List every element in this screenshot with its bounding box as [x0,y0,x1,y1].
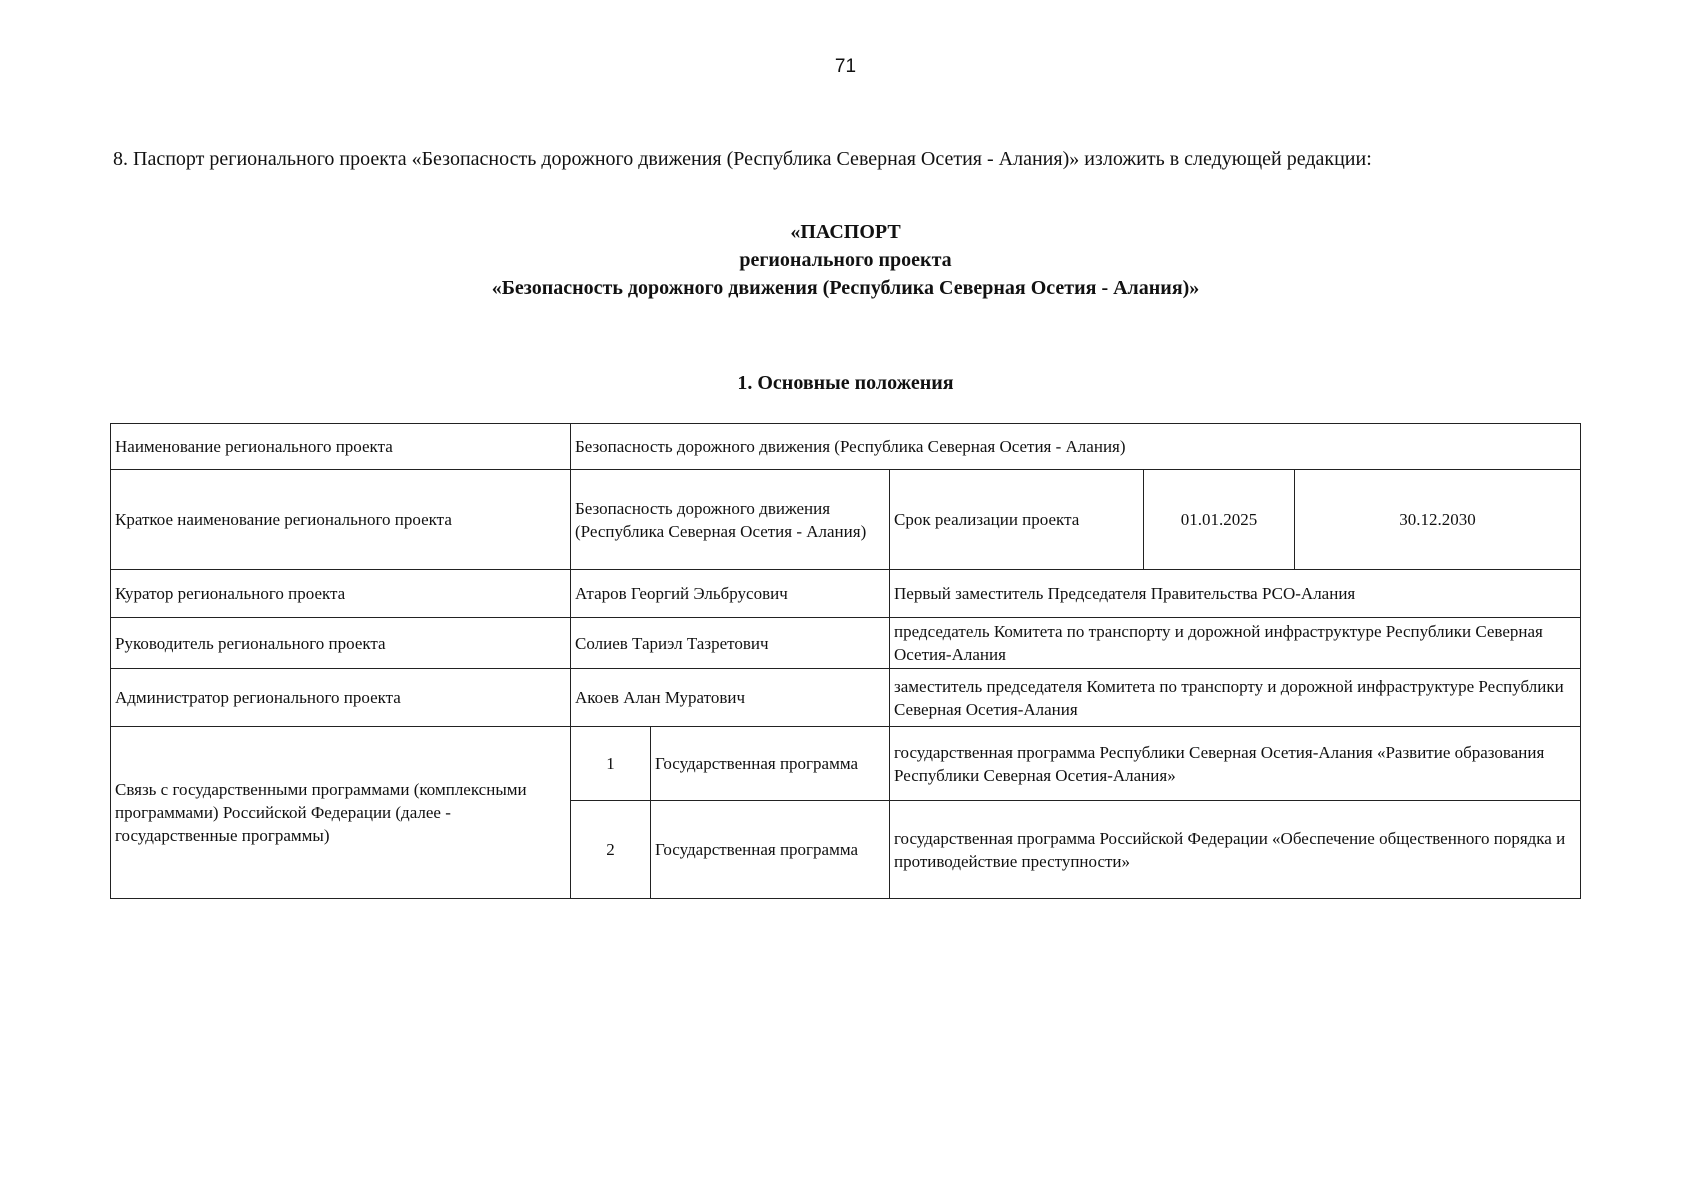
table-row [111,424,1581,470]
curator-name: Атаров Георгий Эльбрусович [571,570,890,618]
table-row [111,470,1581,570]
passport-title [0,218,1691,302]
head-name: Солиев Тариэл Тазретович [571,618,890,669]
program-1-type: Государственная программа [651,727,890,801]
page-number: 71 [834,56,857,77]
programs-label: Связь с государственными программами (комплексными программами) Российской Федерации (далее - государственные программы) [111,727,571,899]
curator-label: Куратор регионального проекта [111,570,571,618]
passport-title-line-3: «Безопасность дорожного движения (Республика Северная Осетия - Алания)» [491,277,1200,299]
program-1-name: государственная программа Республики Северная Осетия-Алания «Развитие образования Республики Северная Осетия-Алания» [890,727,1581,801]
section-title: 1. Основные положения [737,372,954,394]
administrator-label: Администратор регионального проекта [111,669,571,727]
program-2-name: государственная программа Российской Федерации «Обеспечение общественного порядка и противодействие преступности» [890,801,1581,899]
administrator-name: Акоев Алан Муратович [571,669,890,727]
curator-position: Первый заместитель Председателя Правительства РСО-Алания [890,570,1581,618]
table-row [111,669,1581,727]
project-name-label: Наименование регионального проекта [111,424,571,470]
table-row [111,618,1581,669]
head-position: председатель Комитета по транспорту и дорожной инфраструктуре Республики Северная Осетия-Алания [890,618,1581,669]
passport-table [110,423,1581,899]
passport-title-line-2: регионального проекта [739,249,952,271]
program-1-number: 1 [571,727,651,801]
program-2-number: 2 [571,801,651,899]
short-name-label: Краткое наименование регионального проекта [111,470,571,570]
table-row [111,727,1581,801]
intro-paragraph: 8. Паспорт регионального проекта «Безопасность дорожного движения (Республика Северная Осетия - Алания)» изложить в следующей редакции: [113,148,1372,170]
term-label: Срок реализации проекта [890,470,1144,570]
passport-title-line-1: «ПАСПОРТ [790,221,901,243]
project-name-value: Безопасность дорожного движения (Республика Северная Осетия - Алания) [571,424,1581,470]
administrator-position: заместитель председателя Комитета по транспорту и дорожной инфраструктуре Республики Северная Осетия-Алания [890,669,1581,727]
table-row [111,570,1581,618]
head-label: Руководитель регионального проекта [111,618,571,669]
short-name-value: Безопасность дорожного движения (Республика Северная Осетия - Алания) [571,470,890,570]
term-end-date: 30.12.2030 [1295,470,1581,570]
program-2-type: Государственная программа [651,801,890,899]
term-start-date: 01.01.2025 [1144,470,1295,570]
